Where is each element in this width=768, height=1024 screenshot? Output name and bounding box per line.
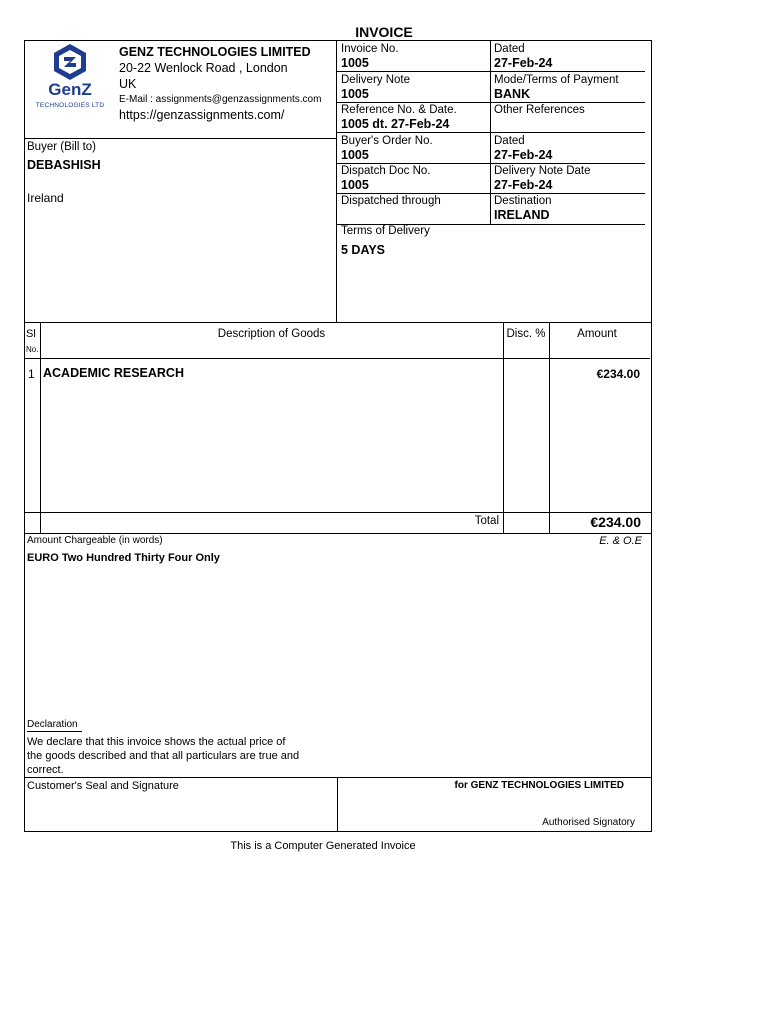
col-sl-header: Sl bbox=[26, 328, 36, 340]
seller-buyer-divider bbox=[24, 138, 336, 139]
reference-label: Reference No. & Date. bbox=[341, 104, 457, 116]
buyer-name: DEBASHISH bbox=[27, 158, 101, 172]
buyer-label: Buyer (Bill to) bbox=[27, 141, 97, 153]
table-total-bottom-line bbox=[24, 533, 652, 534]
buyers-order-value: 1005 bbox=[341, 148, 369, 162]
signature-divider bbox=[337, 777, 338, 832]
dispatch-doc-value: 1005 bbox=[341, 178, 369, 192]
header-divider bbox=[336, 40, 337, 323]
col-no-header: No. bbox=[26, 345, 39, 354]
company-address-line1: 20-22 Wenlock Road , London bbox=[119, 61, 288, 75]
customer-signature-label: Customer's Seal and Signature bbox=[27, 780, 179, 792]
declaration-line2: the goods described and that all particulars are true and bbox=[27, 750, 300, 762]
genz-logo-icon bbox=[30, 42, 110, 82]
invoice-frame bbox=[24, 40, 652, 832]
for-company-label: for GENZ TECHNOLOGIES LIMITED bbox=[454, 780, 624, 791]
table-top-line bbox=[24, 322, 652, 323]
destination-label: Destination bbox=[494, 195, 552, 207]
row-sl: 1 bbox=[28, 367, 35, 381]
col-amount-header: Amount bbox=[577, 328, 617, 340]
terms-of-delivery-value: 5 DAYS bbox=[341, 243, 386, 257]
col-description-header: Description of Goods bbox=[217, 328, 326, 340]
meta-row-line bbox=[336, 193, 645, 194]
invoice-title: INVOICE bbox=[355, 24, 413, 40]
declaration-line1: We declare that this invoice shows the actual price of bbox=[27, 736, 286, 748]
footer-note: This is a Computer Generated Invoice bbox=[230, 840, 416, 852]
payment-terms-label: Mode/Terms of Payment bbox=[494, 74, 619, 86]
table-col-divider bbox=[40, 323, 41, 533]
amount-in-words: EURO Two Hundred Thirty Four Only bbox=[27, 552, 220, 564]
reference-value: 1005 dt. 27-Feb-24 bbox=[341, 117, 450, 131]
meta-row-line bbox=[336, 163, 645, 164]
col-discount-header: Disc. % bbox=[506, 328, 546, 340]
company-name: GENZ TECHNOLOGIES LIMITED bbox=[119, 45, 311, 59]
amount-words-label: Amount Chargeable (in words) bbox=[27, 535, 163, 546]
order-dated-label: Dated bbox=[494, 135, 525, 147]
table-total-top-line bbox=[24, 512, 652, 513]
other-references-label: Other References bbox=[494, 104, 585, 116]
buyers-order-label: Buyer's Order No. bbox=[341, 135, 433, 147]
total-label: Total bbox=[474, 515, 499, 527]
destination-value: IRELAND bbox=[494, 208, 550, 222]
company-address-line2: UK bbox=[119, 77, 137, 91]
invoice-no-value: 1005 bbox=[341, 56, 369, 70]
total-amount: €234.00 bbox=[590, 514, 641, 530]
table-col-divider bbox=[503, 323, 504, 533]
dated-value: 27-Feb-24 bbox=[494, 56, 553, 70]
delivery-note-date-label: Delivery Note Date bbox=[494, 165, 591, 177]
signature-top-line bbox=[24, 777, 652, 778]
company-website: https://genzassignments.com/ bbox=[119, 108, 285, 122]
declaration-heading: Declaration bbox=[27, 719, 82, 732]
table-row bbox=[24, 366, 650, 384]
logo-subtext: TECHNOLOGIES LTD bbox=[35, 102, 105, 109]
dated-label: Dated bbox=[494, 43, 525, 55]
invoice-no-label: Invoice No. bbox=[341, 43, 399, 55]
table-col-divider bbox=[549, 323, 550, 533]
meta-row-line bbox=[336, 132, 645, 133]
payment-terms-value: BANK bbox=[494, 87, 531, 101]
logo-name: GenZ bbox=[48, 80, 92, 99]
authorised-signatory-label: Authorised Signatory bbox=[542, 817, 635, 828]
meta-row-line bbox=[336, 102, 645, 103]
dispatch-doc-label: Dispatch Doc No. bbox=[341, 165, 431, 177]
delivery-note-value: 1005 bbox=[341, 87, 369, 101]
order-dated-value: 27-Feb-24 bbox=[494, 148, 553, 162]
terms-of-delivery-label: Terms of Delivery bbox=[341, 225, 430, 237]
eoe-note: E. & O.E bbox=[599, 535, 642, 547]
dispatched-through-label: Dispatched through bbox=[341, 195, 441, 207]
meta-row-line bbox=[336, 71, 645, 72]
delivery-note-date-value: 27-Feb-24 bbox=[494, 178, 553, 192]
buyer-country: Ireland bbox=[27, 191, 64, 205]
row-description: ACADEMIC RESEARCH bbox=[43, 366, 184, 380]
delivery-note-label: Delivery Note bbox=[341, 74, 411, 86]
company-email: E-Mail : assignments@genzassignments.com bbox=[119, 94, 322, 105]
row-amount: €234.00 bbox=[596, 367, 640, 381]
table-header-line bbox=[24, 358, 650, 359]
company-logo bbox=[30, 42, 110, 114]
declaration-line3: correct. bbox=[27, 764, 64, 776]
